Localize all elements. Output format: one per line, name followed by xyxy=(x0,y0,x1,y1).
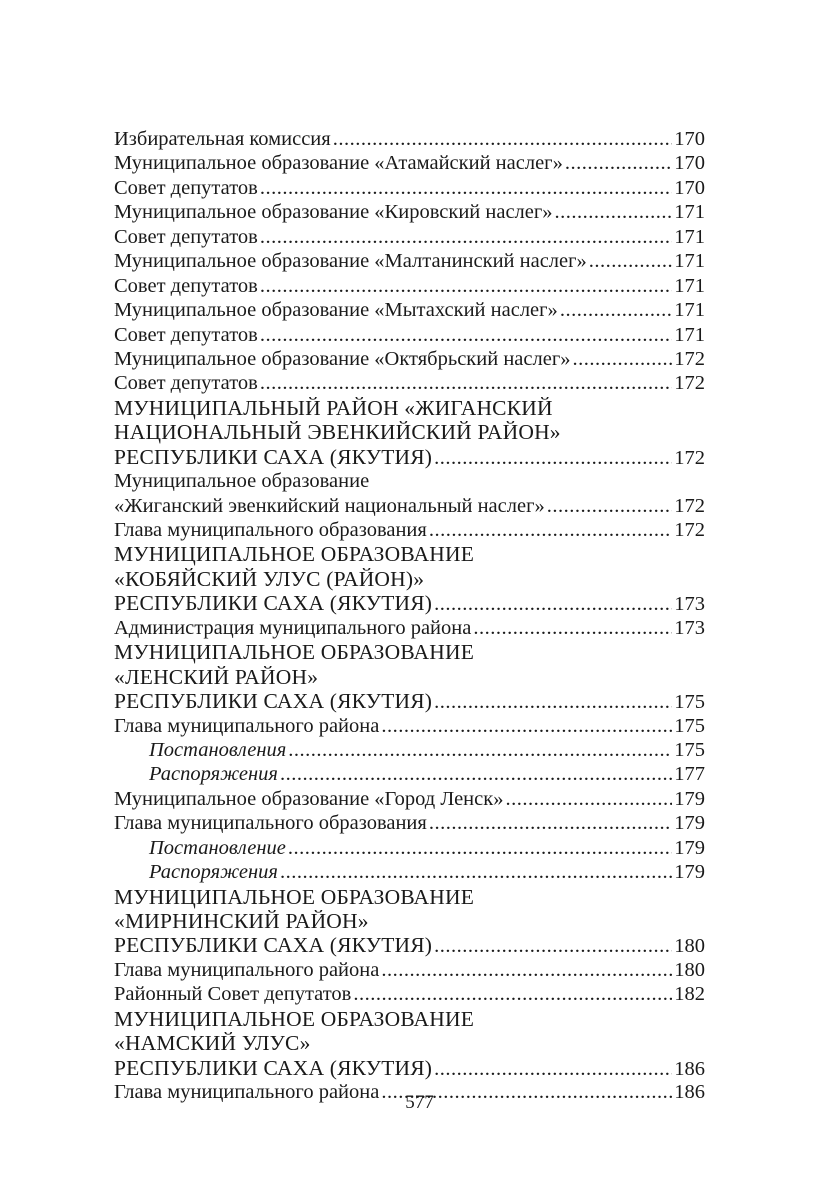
toc-entry-page: 173 xyxy=(674,593,705,616)
toc-entry xyxy=(114,298,705,322)
dot-leader xyxy=(565,151,672,175)
toc-entry-title: Районный Совет депутатов xyxy=(114,983,352,1006)
toc-entry-title: МУНИЦИПАЛЬНЫЙ РАЙОН «ЖИГАНСКИЙ xyxy=(114,395,553,420)
toc-entry-title: «Жиганский эвенкийский национальный наслег» xyxy=(114,494,545,517)
toc-entry xyxy=(114,689,705,713)
toc-entry-page: 170 xyxy=(674,176,705,199)
toc-entry-page: 177 xyxy=(674,763,705,786)
toc-entry-page: 171 xyxy=(674,323,705,346)
toc-entry-title: МУНИЦИПАЛЬНОЕ ОБРАЗОВАНИЕ xyxy=(114,884,475,909)
toc-entry xyxy=(114,1056,705,1080)
dot-leader xyxy=(280,762,672,786)
toc-entry-page: 179 xyxy=(674,861,705,884)
dot-leader xyxy=(560,298,672,322)
toc-entry xyxy=(114,811,705,835)
toc-entry-title: Совет депутатов xyxy=(114,372,258,395)
toc-entry-page: 172 xyxy=(674,347,705,370)
toc-entry-title: «МИРНИНСКИЙ РАЙОН» xyxy=(114,909,369,933)
toc-entry xyxy=(114,762,705,786)
toc-entry-page: 172 xyxy=(674,372,705,395)
toc-entry xyxy=(114,200,705,224)
toc-entry xyxy=(114,176,705,200)
toc-entry xyxy=(114,127,705,151)
toc-entry-title: Глава муниципального района xyxy=(114,714,380,737)
toc-entry-page: 186 xyxy=(674,1081,705,1104)
toc-entry xyxy=(114,909,705,933)
toc-entry-title: Избирательная комиссия xyxy=(114,128,331,150)
toc-entry xyxy=(114,714,705,738)
toc-entry-title: «ЛЕНСКИЙ РАЙОН» xyxy=(114,664,319,689)
toc-entry-title: Муниципальное образование «Кировский наслег» xyxy=(114,201,553,224)
toc-entry-page: 171 xyxy=(674,201,705,224)
page-number: 577 xyxy=(405,1092,434,1113)
toc-entry-title: Совет депутатов xyxy=(114,323,258,346)
toc-entry xyxy=(114,958,705,982)
dot-leader xyxy=(260,371,672,395)
toc-entry-title: НАЦИОНАЛЬНЫЙ ЭВЕНКИЙСКИЙ РАЙОН» xyxy=(114,420,561,445)
dot-leader xyxy=(260,274,672,298)
dot-leader xyxy=(473,616,672,640)
toc-entry-title: Муниципальное образование «Город Ленск» xyxy=(114,787,504,810)
toc-entry-title: Муниципальное образование «Малтанинский наслег» xyxy=(114,250,587,273)
dot-leader xyxy=(589,249,672,273)
toc-entry xyxy=(114,518,705,542)
toc-entry xyxy=(114,567,705,591)
toc-entry-title: МУНИЦИПАЛЬНОЕ ОБРАЗОВАНИЕ xyxy=(114,640,475,665)
toc-entry-title: МУНИЦИПАЛЬНОЕ ОБРАЗОВАНИЕ xyxy=(114,542,475,567)
dot-leader xyxy=(434,934,672,957)
dot-leader xyxy=(555,200,673,224)
dot-leader xyxy=(434,690,672,713)
toc-entry-title: Глава муниципального района xyxy=(114,958,380,981)
toc-entry-page: 171 xyxy=(674,299,705,322)
toc-entry xyxy=(114,494,705,518)
dot-leader xyxy=(333,127,673,151)
dot-leader xyxy=(381,714,672,738)
dot-leader xyxy=(288,836,672,860)
dot-leader xyxy=(434,592,672,615)
toc-entry-page: 172 xyxy=(674,446,705,469)
toc-entry-page: 175 xyxy=(674,691,705,714)
toc-entry xyxy=(114,371,705,395)
toc-entry-title: Совет депутатов xyxy=(114,176,258,199)
toc-entry xyxy=(114,323,705,347)
toc-entry-title: РЕСПУБЛИКИ САХА (ЯКУТИЯ) xyxy=(114,444,433,469)
toc-entry-title: РЕСПУБЛИКИ САХА (ЯКУТИЯ) xyxy=(114,933,433,958)
toc-entry-title: Администрация муниципального района xyxy=(114,616,472,639)
toc-entry-page: 179 xyxy=(674,812,705,835)
dot-leader xyxy=(260,225,672,249)
toc-entry xyxy=(114,885,705,909)
toc-entry-page: 186 xyxy=(674,1057,705,1080)
toc-entry-title: РЕСПУБЛИКИ САХА (ЯКУТИЯ) xyxy=(114,1055,433,1080)
dot-leader xyxy=(429,811,672,835)
toc-entry-page: 173 xyxy=(674,616,705,639)
toc-entry-title: Постановления xyxy=(149,738,287,761)
dot-leader xyxy=(260,176,672,200)
toc-entry-title: Распоряжения xyxy=(149,861,278,884)
toc-entry-page: 175 xyxy=(674,738,705,761)
toc-entry-title: Глава муниципального образования xyxy=(114,519,427,541)
toc-entry-title: МУНИЦИПАЛЬНОЕ ОБРАЗОВАНИЕ xyxy=(114,1006,475,1031)
toc-entry xyxy=(114,1007,705,1031)
toc-entry-page: 171 xyxy=(674,250,705,273)
toc-entry-page: 179 xyxy=(674,787,705,810)
toc-entry xyxy=(114,616,705,640)
toc-entry-title: Муниципальное образование «Атамайский наслег» xyxy=(114,152,563,175)
toc-entry-title: Муниципальное образование xyxy=(114,470,370,493)
toc-entry xyxy=(114,665,705,689)
toc-entry xyxy=(114,1031,705,1055)
toc-entry xyxy=(114,225,705,249)
toc-entry-title: Муниципальное образование «Октябрьский наслег» xyxy=(114,347,571,370)
dot-leader xyxy=(434,1057,672,1080)
toc-entry-page: 172 xyxy=(674,519,705,541)
toc-entry-title: Муниципальное образование «Мытахский наслег» xyxy=(114,299,558,322)
toc-entry-page: 175 xyxy=(674,714,705,737)
toc-entry xyxy=(114,542,705,566)
toc-entry-title: РЕСПУБЛИКИ САХА (ЯКУТИЯ) xyxy=(114,689,433,714)
toc-entry-title: «КОБЯЙСКИЙ УЛУС (РАЙОН)» xyxy=(114,566,425,591)
toc-entry-title: Глава муниципального района xyxy=(114,1081,380,1104)
toc-entry xyxy=(114,640,705,664)
dot-leader xyxy=(572,347,672,371)
toc-entry xyxy=(114,738,705,762)
toc-entry-page: 170 xyxy=(674,152,705,175)
toc-entry-page: 180 xyxy=(674,958,705,981)
dot-leader xyxy=(505,787,672,811)
toc-entry-page: 172 xyxy=(674,494,705,517)
toc-entry-page: 180 xyxy=(674,935,705,958)
dot-leader xyxy=(381,958,672,982)
toc-entry-title: Постановление xyxy=(149,836,286,859)
toc-entry-page: 171 xyxy=(674,225,705,248)
dot-leader xyxy=(547,494,673,518)
toc-entry xyxy=(114,445,705,469)
toc-entry xyxy=(114,860,705,884)
toc-entry-title: РЕСПУБЛИКИ САХА (ЯКУТИЯ) xyxy=(114,591,433,616)
toc-entry-page: 171 xyxy=(674,274,705,297)
toc-entry xyxy=(114,933,705,957)
toc-entry xyxy=(114,591,705,615)
toc-entry-title: Глава муниципального образования xyxy=(114,812,427,835)
toc-entry xyxy=(114,249,705,273)
dot-leader xyxy=(260,323,672,347)
toc-entry xyxy=(114,420,705,444)
toc-entry-page: 182 xyxy=(674,983,705,1006)
dot-leader xyxy=(353,982,672,1006)
toc-entry xyxy=(114,347,705,371)
toc-entry-title: Совет депутатов xyxy=(114,225,258,248)
toc-entry xyxy=(114,151,705,175)
dot-leader xyxy=(280,860,672,884)
dot-leader xyxy=(434,446,672,469)
toc-entry-page: 179 xyxy=(674,836,705,859)
toc-entry-title: Совет депутатов xyxy=(114,274,258,297)
toc-entry xyxy=(114,982,705,1006)
toc-entry-page: 170 xyxy=(674,128,705,150)
dot-leader xyxy=(288,738,672,762)
toc-entry xyxy=(114,836,705,860)
toc-entry xyxy=(114,469,705,493)
toc-entry xyxy=(114,787,705,811)
toc-entry-title: «НАМСКИЙ УЛУС» xyxy=(114,1031,311,1056)
toc-entry xyxy=(114,274,705,298)
table-of-contents xyxy=(114,127,705,1105)
dot-leader xyxy=(429,518,672,542)
toc-entry xyxy=(114,396,705,420)
toc-entry-title: Распоряжения xyxy=(149,763,278,786)
